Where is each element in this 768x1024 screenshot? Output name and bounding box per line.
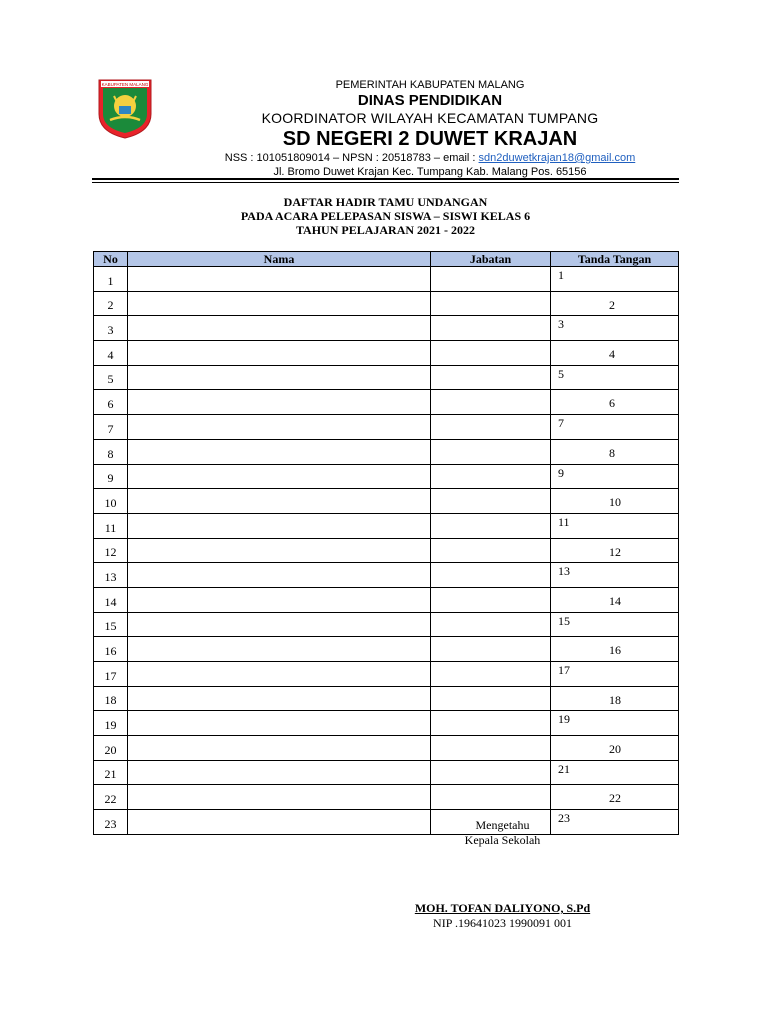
acknowledged-label: Mengetahu xyxy=(475,818,530,832)
name-cell[interactable] xyxy=(128,810,431,835)
signature-cell[interactable] xyxy=(551,513,679,538)
signature-cell[interactable] xyxy=(551,538,679,563)
signature-cell[interactable] xyxy=(551,711,679,736)
school-name: SD NEGERI 2 DUWET KRAJAN xyxy=(282,128,578,150)
signature-number: 11 xyxy=(558,514,570,529)
signature-cell[interactable] xyxy=(551,760,679,785)
name-cell[interactable] xyxy=(128,291,431,316)
table-row xyxy=(94,538,679,563)
name-cell[interactable] xyxy=(128,686,431,711)
signature-number: 13 xyxy=(558,564,570,579)
column-header-tanda-tangan: Tanda Tangan xyxy=(551,252,679,267)
table-row xyxy=(94,316,679,341)
table-row xyxy=(94,489,679,514)
table-row xyxy=(94,760,679,785)
row-number: 7 xyxy=(94,415,128,440)
signature-cell[interactable] xyxy=(551,439,679,464)
position-cell[interactable] xyxy=(431,341,551,366)
row-number: 8 xyxy=(94,439,128,464)
signature-number: 2 xyxy=(609,297,615,312)
signature-number: 14 xyxy=(609,593,621,608)
position-cell[interactable] xyxy=(431,267,551,292)
letterhead-rule-thin xyxy=(92,182,679,183)
signature-cell[interactable] xyxy=(551,612,679,637)
name-cell[interactable] xyxy=(128,439,431,464)
department-name: DINAS PENDIDIKAN xyxy=(357,92,503,109)
signature-number: 10 xyxy=(609,495,621,510)
position-cell[interactable] xyxy=(431,538,551,563)
position-cell[interactable] xyxy=(431,415,551,440)
table-row xyxy=(94,662,679,687)
row-number: 20 xyxy=(94,736,128,761)
table-row xyxy=(94,711,679,736)
principal-signature xyxy=(400,901,605,931)
signature-number: 9 xyxy=(558,465,564,480)
signature-number: 7 xyxy=(558,416,564,431)
table-row xyxy=(94,612,679,637)
name-cell[interactable] xyxy=(128,662,431,687)
row-number: 16 xyxy=(94,637,128,662)
column-header-no: No xyxy=(94,252,128,267)
letterhead xyxy=(150,78,710,179)
name-cell[interactable] xyxy=(128,711,431,736)
row-number: 1 xyxy=(94,267,128,292)
signature-cell[interactable] xyxy=(551,662,679,687)
row-number: 22 xyxy=(94,785,128,810)
position-cell[interactable] xyxy=(431,439,551,464)
svg-text:KABUPATEN MALANG: KABUPATEN MALANG xyxy=(101,82,149,87)
name-cell[interactable] xyxy=(128,365,431,390)
row-number: 2 xyxy=(94,291,128,316)
signature-cell[interactable] xyxy=(551,686,679,711)
row-number: 10 xyxy=(94,489,128,514)
row-number: 14 xyxy=(94,587,128,612)
column-header-jabatan: Jabatan xyxy=(431,252,551,267)
signature-cell[interactable] xyxy=(551,316,679,341)
school-address: Jl. Bromo Duwet Krajan Kec. Tumpang Kab. Malang Pos. 65156 xyxy=(273,166,587,178)
signature-number: 20 xyxy=(609,742,621,757)
name-cell[interactable] xyxy=(128,612,431,637)
signature-cell[interactable] xyxy=(551,489,679,514)
table-row xyxy=(94,415,679,440)
position-cell[interactable] xyxy=(431,736,551,761)
position-cell[interactable] xyxy=(431,390,551,415)
name-cell[interactable] xyxy=(128,760,431,785)
position-cell[interactable] xyxy=(431,291,551,316)
signature-number: 23 xyxy=(558,811,570,826)
title-line-1: DAFTAR HADIR TAMU UNDANGAN xyxy=(283,195,488,209)
signature-number: 3 xyxy=(558,317,564,332)
table-body xyxy=(94,267,679,835)
table-row xyxy=(94,365,679,390)
signature-cell[interactable] xyxy=(551,587,679,612)
principal-name: MOH. TOFAN DALIYONO, S.Pd xyxy=(414,901,591,915)
table-row xyxy=(94,291,679,316)
table-row xyxy=(94,686,679,711)
signature-number: 5 xyxy=(558,366,564,381)
row-number: 6 xyxy=(94,390,128,415)
principal-nip: NIP .19641023 1990091 001 xyxy=(433,916,572,930)
row-number: 15 xyxy=(94,612,128,637)
table-header-row xyxy=(94,252,679,267)
position-cell[interactable] xyxy=(431,686,551,711)
row-number: 21 xyxy=(94,760,128,785)
position-cell[interactable] xyxy=(431,637,551,662)
letterhead-rule-thick xyxy=(92,178,679,180)
name-cell[interactable] xyxy=(128,415,431,440)
name-cell[interactable] xyxy=(128,390,431,415)
signature-cell[interactable] xyxy=(551,365,679,390)
signature-number: 21 xyxy=(558,761,570,776)
row-number: 19 xyxy=(94,711,128,736)
name-cell[interactable] xyxy=(128,464,431,489)
government-name: PEMERINTAH KABUPATEN MALANG xyxy=(335,79,525,91)
signature-number: 6 xyxy=(609,396,615,411)
school-numbers: NSS : 101051809014 – NPSN : 20518783 – email : xyxy=(224,152,479,164)
column-header-nama: Nama xyxy=(128,252,431,267)
table-row xyxy=(94,267,679,292)
name-cell[interactable] xyxy=(128,489,431,514)
name-cell[interactable] xyxy=(128,513,431,538)
name-cell[interactable] xyxy=(128,563,431,588)
name-cell[interactable] xyxy=(128,785,431,810)
coordinator-name: KOORDINATOR WILAYAH KECAMATAN TUMPANG xyxy=(261,110,599,126)
table-row xyxy=(94,513,679,538)
row-number: 13 xyxy=(94,563,128,588)
signature-number: 19 xyxy=(558,712,570,727)
signature-cell[interactable] xyxy=(551,267,679,292)
row-number: 17 xyxy=(94,662,128,687)
school-identifiers xyxy=(150,151,710,165)
table-row xyxy=(94,736,679,761)
acknowledgement xyxy=(400,818,605,848)
name-cell[interactable] xyxy=(128,587,431,612)
title-line-2: PADA ACARA PELEPASAN SISWA – SISWI KELAS 6 xyxy=(240,209,531,223)
signature-cell[interactable] xyxy=(551,341,679,366)
signature-number: 22 xyxy=(609,791,621,806)
name-cell[interactable] xyxy=(128,736,431,761)
signature-cell[interactable] xyxy=(551,390,679,415)
signature-cell[interactable] xyxy=(551,736,679,761)
position-cell[interactable] xyxy=(431,662,551,687)
name-cell[interactable] xyxy=(128,538,431,563)
signature-number: 17 xyxy=(558,663,570,677)
name-cell[interactable] xyxy=(128,316,431,341)
row-number: 12 xyxy=(94,538,128,563)
signature-number: 18 xyxy=(609,692,621,707)
table-row xyxy=(94,439,679,464)
table-row xyxy=(94,587,679,612)
position-cell[interactable] xyxy=(431,785,551,810)
position-cell[interactable] xyxy=(431,365,551,390)
signature-number: 16 xyxy=(609,643,621,658)
position-cell[interactable] xyxy=(431,464,551,489)
signature-number: 15 xyxy=(558,613,570,628)
position-cell[interactable] xyxy=(431,711,551,736)
row-number: 9 xyxy=(94,464,128,489)
signature-cell[interactable] xyxy=(551,464,679,489)
row-number: 23 xyxy=(94,810,128,835)
signature-number: 4 xyxy=(609,347,615,362)
position-cell[interactable] xyxy=(431,760,551,785)
signature-cell[interactable] xyxy=(551,563,679,588)
table-row xyxy=(94,563,679,588)
table-row xyxy=(94,785,679,810)
table-row xyxy=(94,390,679,415)
position-cell[interactable] xyxy=(431,489,551,514)
position-cell[interactable] xyxy=(431,612,551,637)
signature-number: 8 xyxy=(609,445,615,460)
table-row xyxy=(94,464,679,489)
table-row xyxy=(94,341,679,366)
position-cell[interactable] xyxy=(431,513,551,538)
document-title xyxy=(92,195,679,237)
signature-cell[interactable] xyxy=(551,785,679,810)
principal-title: Kepala Sekolah xyxy=(464,833,541,847)
signature-cell[interactable] xyxy=(551,415,679,440)
kabupaten-malang-logo xyxy=(96,76,154,140)
name-cell[interactable] xyxy=(128,637,431,662)
signature-cell[interactable] xyxy=(551,637,679,662)
table-row xyxy=(94,637,679,662)
row-number: 5 xyxy=(94,365,128,390)
attendance-table xyxy=(93,251,679,835)
name-cell[interactable] xyxy=(128,267,431,292)
row-number: 11 xyxy=(94,513,128,538)
signature-number: 12 xyxy=(609,544,621,559)
position-cell[interactable] xyxy=(431,563,551,588)
title-line-3: TAHUN PELAJARAN 2021 - 2022 xyxy=(295,223,476,237)
position-cell[interactable] xyxy=(431,316,551,341)
signature-cell[interactable] xyxy=(551,291,679,316)
signature-number: 1 xyxy=(558,268,564,282)
position-cell[interactable] xyxy=(431,587,551,612)
row-number: 18 xyxy=(94,686,128,711)
email-link[interactable]: sdn2duwetkrajan18@gmail.com xyxy=(478,152,636,164)
row-number: 4 xyxy=(94,341,128,366)
row-number: 3 xyxy=(94,316,128,341)
name-cell[interactable] xyxy=(128,341,431,366)
